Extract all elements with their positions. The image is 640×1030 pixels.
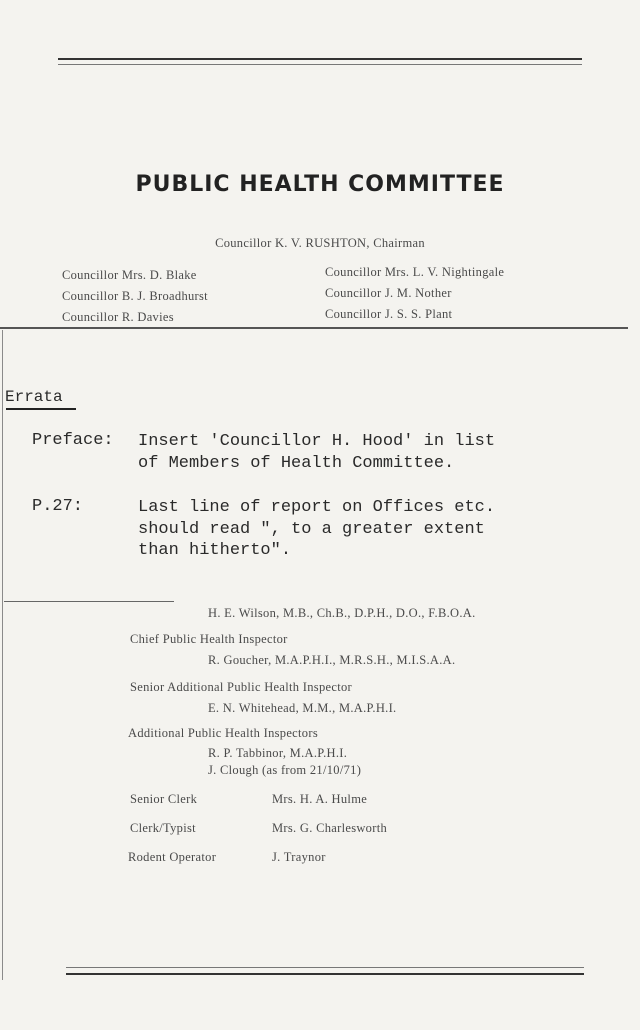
member: Councillor J. M. Nother (325, 286, 452, 300)
bottom-rule-thin (66, 967, 584, 968)
errata-label-preface: Preface: (32, 431, 114, 450)
top-rule-thin (58, 64, 582, 65)
errata-line: of Members of Health Committee. (138, 454, 455, 473)
name-rodent-operator: J. Traynor (272, 850, 326, 864)
chief-inspector-title: Chief Public Health Inspector (130, 632, 288, 646)
member: Councillor Mrs. L. V. Nightingale (325, 265, 505, 279)
senior-inspector-title: Senior Additional Public Health Inspector (130, 680, 352, 694)
errata-line: Last line of report on Offices etc. (138, 498, 496, 517)
name-senior-clerk: Mrs. H. A. Hulme (272, 792, 368, 806)
senior-inspector-name: E. N. Whitehead, M.M., M.A.P.H.I. (208, 701, 397, 715)
members-left (62, 265, 208, 328)
role-senior-clerk: Senior Clerk (130, 792, 198, 806)
bottom-rule-thick (66, 973, 584, 975)
errata-text-preface (138, 431, 495, 475)
page-title: PUBLIC HEALTH COMMITTEE (135, 172, 505, 197)
top-rule-thick (58, 58, 582, 60)
errata-slip-left-edge (2, 330, 3, 980)
errata-line: than hitherto". (138, 541, 292, 560)
inspector-name: J. Clough (as from 21/10/71) (208, 763, 362, 777)
errata-label-p27: P.27: (32, 497, 84, 516)
errata-heading: Errata (5, 388, 63, 406)
members-right (325, 262, 504, 325)
member: Councillor B. J. Broadhurst (62, 289, 208, 303)
errata-text-p27 (138, 497, 495, 562)
role-rodent-operator: Rodent Operator (128, 850, 217, 864)
errata-line: should read ", to a greater extent (138, 519, 485, 539)
additional-inspectors-names (208, 745, 361, 779)
errata-line: Insert 'Councillor H. Hood' in list (138, 432, 496, 451)
chief-inspector-name: R. Goucher, M.A.P.H.I., M.R.S.H., M.I.S.A.A. (208, 653, 456, 667)
errata-underline (6, 408, 76, 410)
member: Councillor R. Davies (62, 310, 174, 324)
chairman: Councillor K. V. RUSHTON, Chairman (215, 236, 425, 250)
name-clerk-typist: Mrs. G. Charlesworth (272, 821, 388, 835)
additional-inspectors-title: Additional Public Health Inspectors (128, 726, 318, 740)
medical-officer: H. E. Wilson, M.B., Ch.B., D.P.H., D.O., F.B.O.A. (208, 606, 476, 620)
inspector-name: R. P. Tabbinor, M.A.P.H.I. (208, 746, 348, 760)
errata-slip-top-edge (0, 327, 628, 329)
role-clerk-typist: Clerk/Typist (130, 821, 196, 835)
errata-slip-bottom-edge (4, 601, 174, 602)
member: Councillor J. S. S. Plant (325, 307, 453, 321)
member: Councillor Mrs. D. Blake (62, 268, 197, 282)
